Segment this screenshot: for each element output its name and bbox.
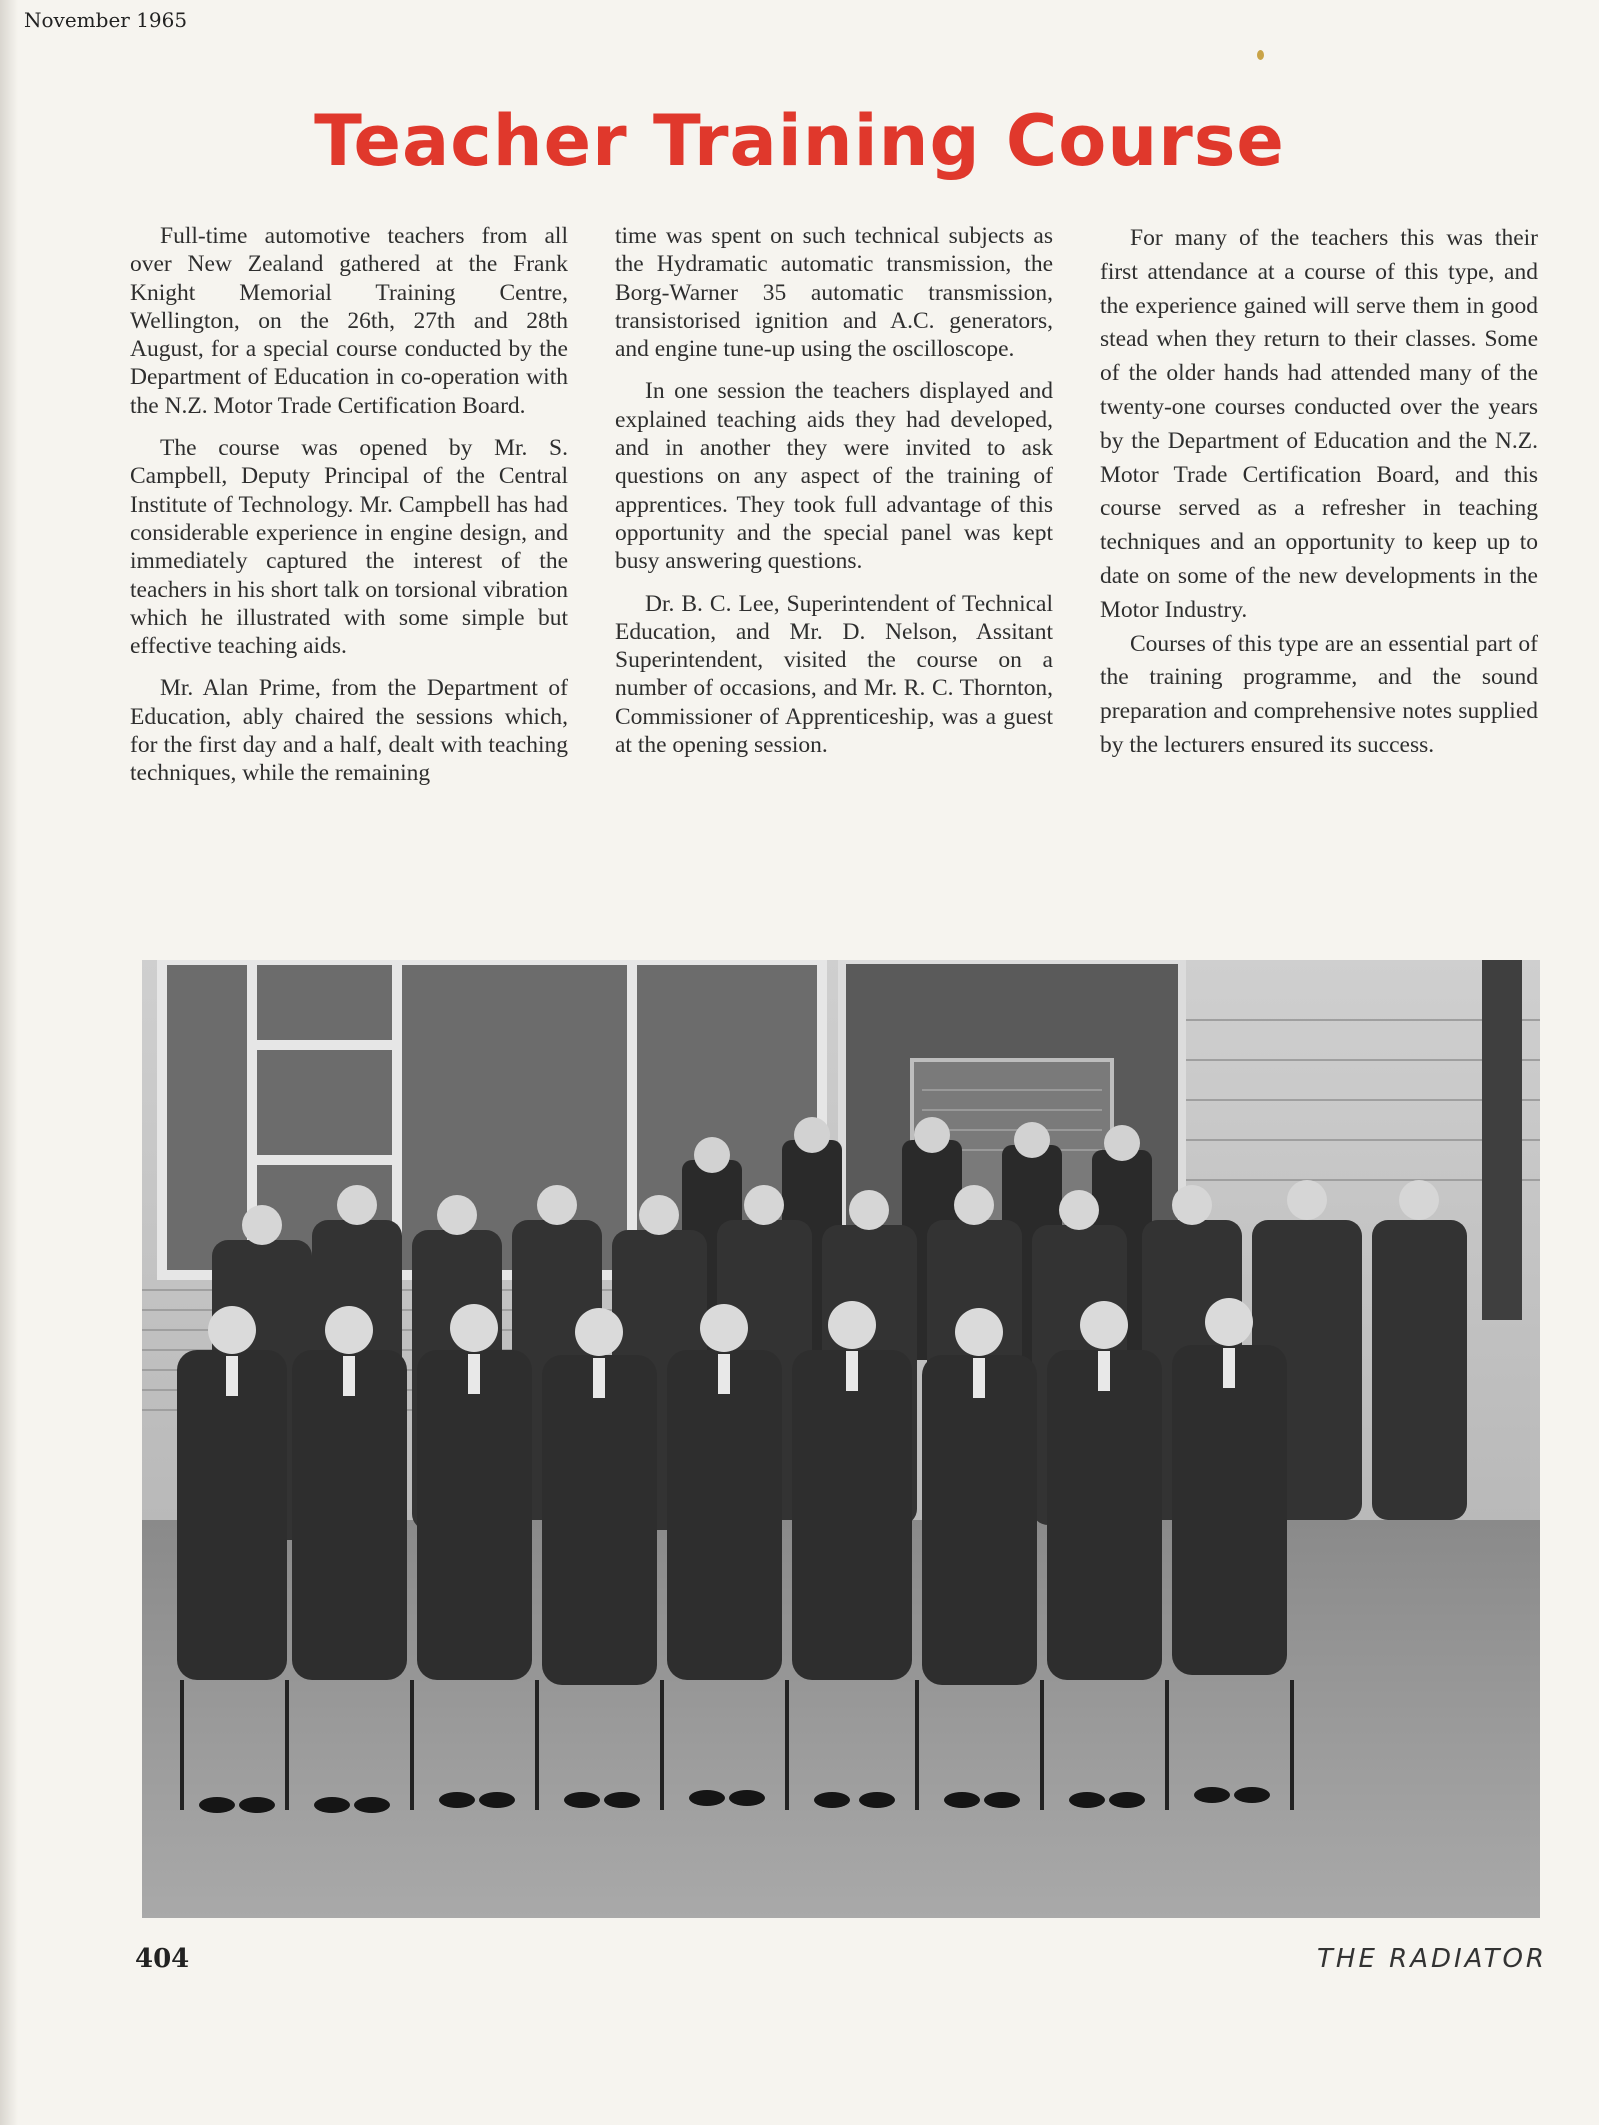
paragraph: Dr. B. C. Lee, Superintendent of Technical Education, and Mr. D. Nelson, Assitant Superintendent, visited the course on a number of occasions, and Mr. R. C. Thornton, Commissioner of Apprenticeship, was a guest at the opening session. (615, 590, 1053, 759)
paragraph: The course was opened by Mr. S. Campbell, Deputy Principal of the Central Institute of Technology. Mr. Campbell has had considerable experience in engine design, and immediately captured the interest of the teachers in his short talk on torsional vibration which he illustrated with some simple but effective teaching aids. (130, 435, 568, 660)
column-3 (1100, 222, 1538, 934)
publication-name: THE RADIATOR (1317, 1944, 1547, 1974)
page-number: 404 (135, 1944, 190, 1974)
paragraph: time was spent on such technical subjects as the Hydramatic automatic transmission, the Borg-Warner 35 automatic transmission, transistorised ignition and A.C. generators, and engine tune-up using the oscilloscope. (615, 223, 1053, 363)
print-speck (1257, 50, 1264, 60)
issue-date: November 1965 (24, 8, 188, 32)
article-body (130, 222, 1538, 934)
paragraph: In one session the teachers displayed and explained teaching aids they had developed, and in another they were invited to ask questions on any aspect of the training of apprentices. They took full advantage of this opportunity and the special panel was kept busy answering questions. (615, 378, 1053, 575)
group-photo (142, 960, 1540, 1918)
column-1 (130, 222, 568, 934)
column-2 (615, 222, 1053, 934)
paragraph: Full-time automotive teachers from all over New Zealand gathered at the Frank Knight Memorial Training Centre, Wellington, on the 26th, 27th and 28th August, for a special course conducted by the Department of Education in co-operation with the N.Z. Motor Trade Certification Board. (130, 223, 568, 419)
paragraph: For many of the teachers this was their first attendance at a course of this type, and the experience gained will serve them in good stead when they return to their classes. Some of the older hands had attended many of the twenty-one courses conducted over the years by the Department of Education and the N.Z. Motor Trade Certification Board, and this course served as a refresher in teaching techniques and an opportunity to keep up to date on some of the new developments in the Motor Industry. (1100, 225, 1538, 623)
article-title: Teacher Training Course (314, 100, 1285, 182)
page-spine-shadow (0, 0, 18, 2125)
paragraph: Courses of this type are an essential part of the training programme, and the sound preparation and comprehensive notes supplied by the lecturers ensured its success. (1100, 630, 1538, 758)
paragraph: Mr. Alan Prime, from the Department of Education, ably chaired the sessions which, for the first day and a half, dealt with teaching techniques, while the remaining (130, 675, 568, 787)
group-photo-illustration (142, 960, 1540, 1918)
